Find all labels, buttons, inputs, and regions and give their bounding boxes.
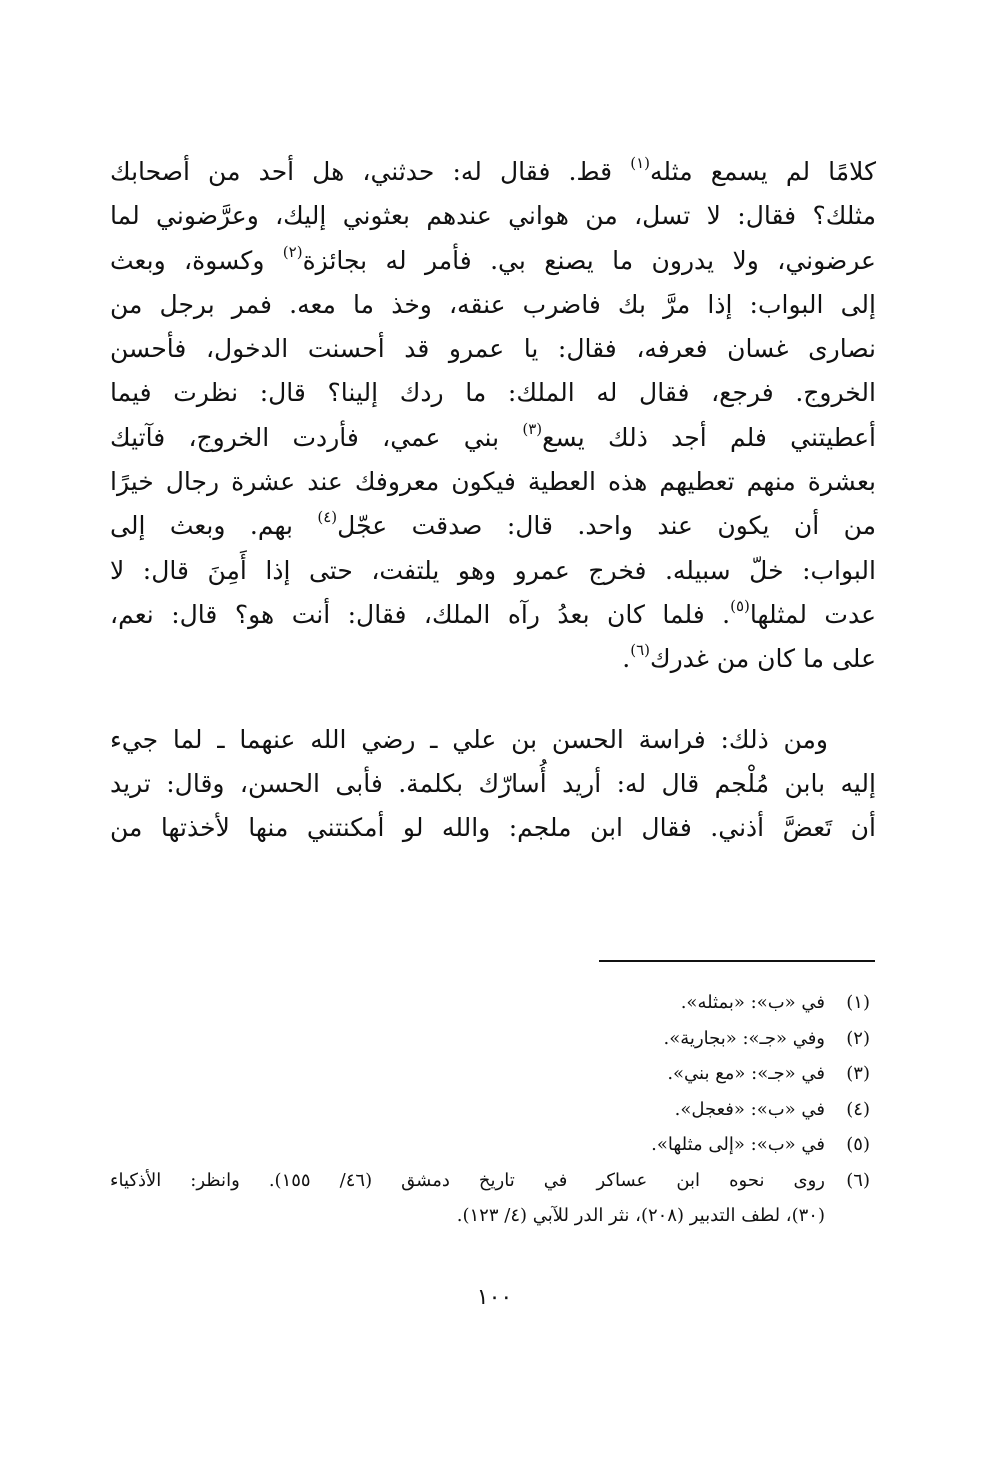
footnote-ref: (١) [630,154,650,172]
footnote-separator [599,960,875,962]
text-line: عرضوني، ولا يدرون ما يصنع بي. فأمر له بجائزة$^{(٢)}$ وكسوة، وبعث [110,242,876,275]
footnote-ref: (٢) [282,242,303,261]
text-line: عدت لمثلها$^{(٥)}$. فلما كان بعدُ رآه الملك، فقال: أنت هو؟ قال: نعم، [110,596,876,629]
text-line: بعشرة منهم تعطيهم هذه العطية فيكون معروفك عند عشرة رجال خيرًا [110,467,876,497]
footnote-ref: (٥) [730,596,750,615]
footnote-text: روى نحوه ابن عساكر في تاريخ دمشق (٤٦/ ١٥٥). وانظر: الأذكياء (٣٠)، لطف التدبير (٢٠٨)، نثر الدر للآبي (٤/ ١٢٣). [110,1169,825,1226]
footnote-text: في «جـ»: «مع بني». [667,1063,825,1084]
text-line: إليه بابن مُلْجم قال له: أريد أُسارّك بكلمة. فأبى الحسن، وقال: تريد [110,768,876,798]
footnote [110,1056,870,1092]
text-line: ومن ذلك: فراسة الحسن بن علي ـ رضي الله عنهما ـ لما جيء [110,724,828,754]
text-line: إلى البواب: إذا مرَّ بك فاضرب عنقه، وخذ ما معه. فمر برجل من [110,289,876,319]
footnote-number: (١) [846,992,870,1013]
text-line: نصارى غسان فعرفه، فقال: يا عمرو قد أحسنت الدخول، فأحسن [110,334,876,364]
footnote [110,985,870,1021]
footnote-number: (٦) [846,1169,870,1191]
footnote-number: (٥) [846,1134,870,1155]
footnotes [110,985,870,1234]
footnote [110,1092,870,1128]
page-number: ١٠٠ [476,1285,513,1310]
footnote [110,1021,870,1057]
text-line: من أن يكون عند واحد. قال: صدقت عجّل$^{(٤)}$ بهم. وبعث إلى [110,508,876,541]
text-line: مثلك؟ فقال: لا تسل، من هواني عندهم بعثوني إليك، وعرَّضوني لما [110,201,876,231]
footnote-text: في «ب»: «فعجل». [674,1098,825,1120]
footnote [110,1163,870,1234]
paragraph-2 [110,718,876,851]
footnote-number: (٣) [846,1063,870,1084]
footnote-number: (٤) [846,1098,870,1120]
footnote-text: في «ب»: «بمثله». [680,992,825,1013]
footnote-text: وفي «جـ»: «بجارية». [663,1027,825,1049]
footnote [110,1127,870,1163]
text-line: أن تَعضَّ أذني. فقال ابن ملجم: والله لو أمكنتني منها لأخذتها من [110,813,876,843]
text-line: البواب: خلّ سبيله. فخرج عمرو وهو يلتفت، حتى إذا أَمِنَ قال: لا [110,555,876,585]
footnote-text: في «ب»: «إلى مثلها». [651,1134,825,1155]
text-line: على ما كان من غدرك$^{(٦)}$. [622,641,876,674]
paragraph-1 [110,150,876,682]
footnote-number: (٢) [846,1027,870,1049]
text-line: الخروج. فرجع، فقال له الملك: ما ردك إلينا؟ قال: نظرت فيما [110,378,876,408]
footnote-ref: (٤) [317,508,338,527]
footnote-ref: (٣) [522,419,543,438]
footnote-ref: (٦) [630,641,650,660]
text-line: كلامًا لم يسمع مثله$^{(١)}$ قط. فقال له: حدثني، هل أحد من أصحابك [110,154,876,186]
text-line: أعطيتني فلم أجد ذلك يسع$^{(٣)}$ بني عمي، فأردت الخروج، فآتيك [110,419,876,452]
main-text [110,150,876,850]
